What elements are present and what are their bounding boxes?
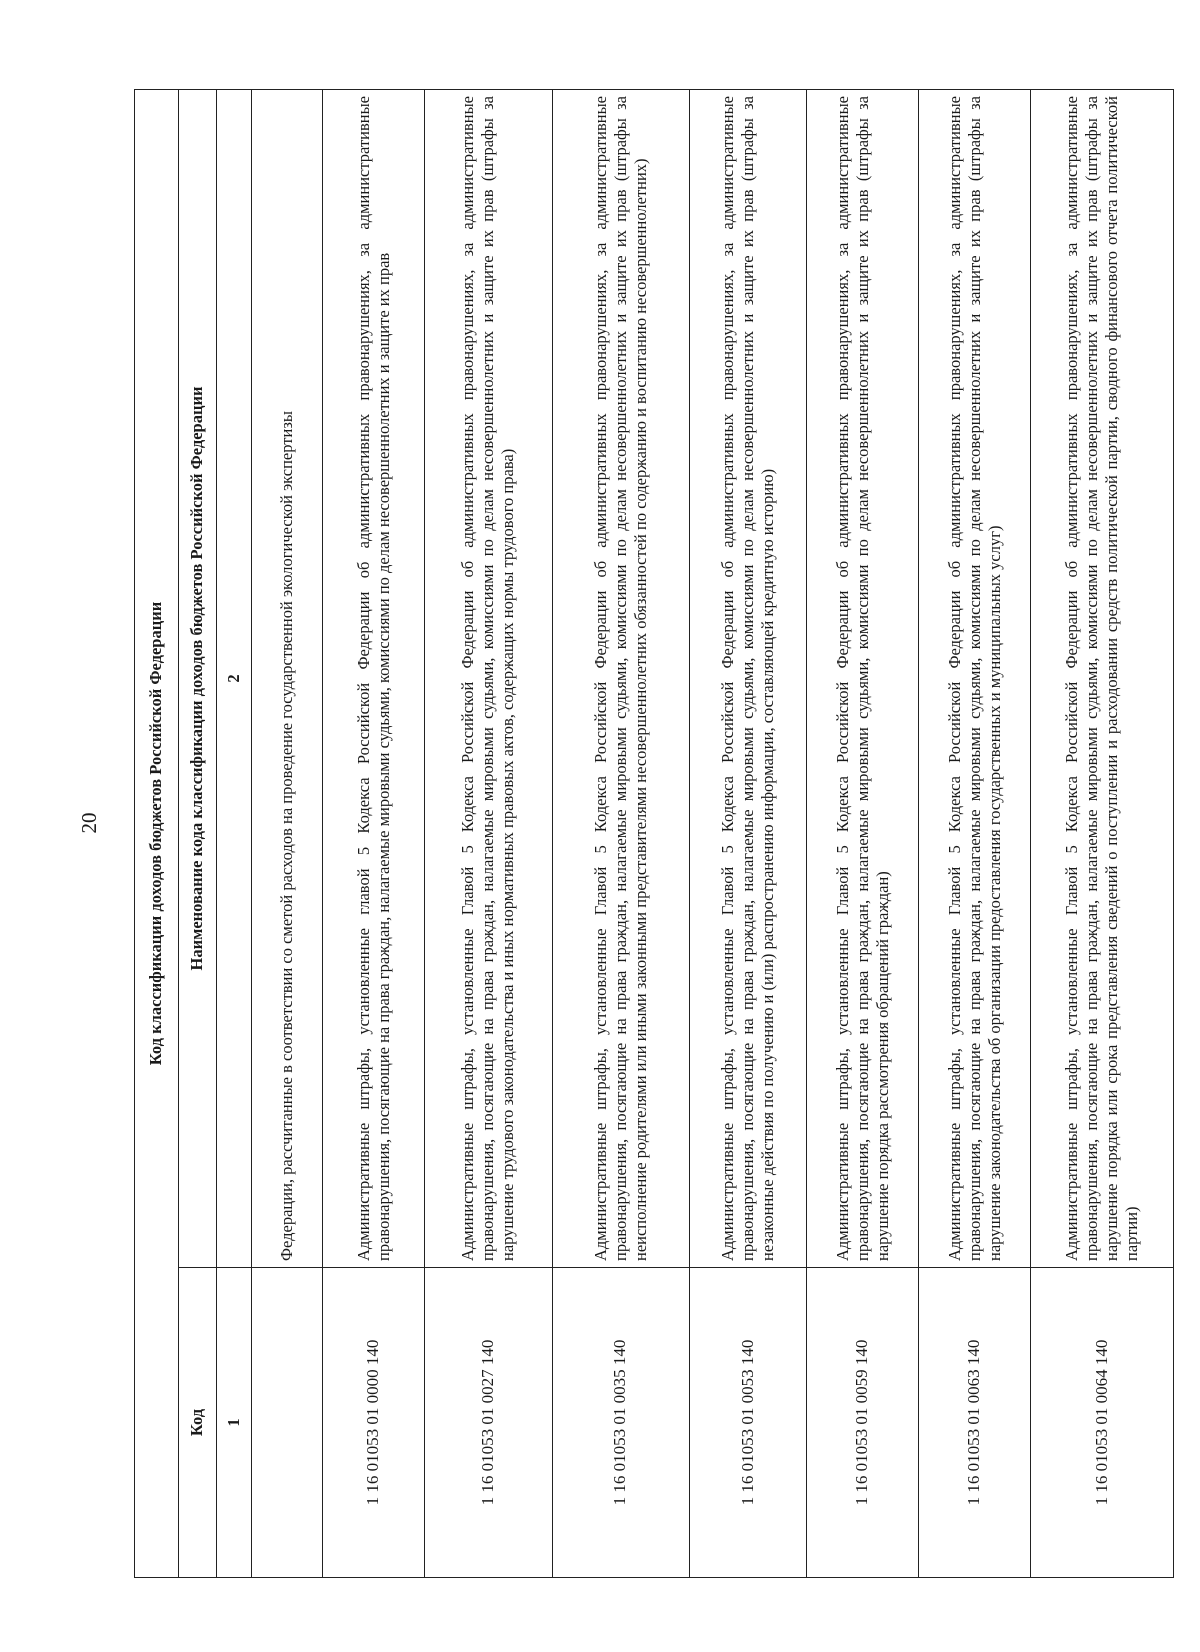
page-number: 20 — [77, 812, 101, 834]
table-row — [807, 90, 919, 1578]
row-name: Административные штрафы, установленные Главой 5 Кодекса Российской Федерации об административных правонарушениях, за административные правонарушения, посягающие на права граждан, налагаемые мировыми судьями, комиссиями по делам несовершеннолетних и защите их прав (штрафы за неисполнение родителями или иными законными представителями несовершеннолетних обязанностей по содержанию и воспитанию несовершеннолетних) — [552, 90, 690, 1268]
table-top-header: Код классификации доходов бюджетов Российской Федерации — [135, 90, 179, 1578]
row-code: 1 16 01053 01 0053 140 — [690, 1268, 807, 1578]
table-row — [323, 90, 425, 1578]
table-row — [425, 90, 552, 1578]
row-code: 1 16 01053 01 0000 140 — [323, 1268, 425, 1578]
row-name: Административные штрафы, установленные Главой 5 Кодекса Российской Федерации об административных правонарушениях, за административные правонарушения, посягающие на права граждан, налагаемые мировыми судьями, комиссиями по делам несовершеннолетних и защите их прав (штрафы за незаконные действия по получению и (или) распространению информации, составляющей кредитную историю) — [690, 90, 807, 1268]
table-row — [690, 90, 807, 1578]
column-number-row — [217, 90, 252, 1578]
table-container — [134, 90, 1174, 1578]
row-code: 1 16 01053 01 0035 140 — [552, 1268, 690, 1578]
row-name: Административные штрафы, установленные Главой 5 Кодекса Российской Федерации об административных правонарушениях, за административные правонарушения, посягающие на права граждан, налагаемые мировыми судьями, комиссиями по делам несовершеннолетних и защите их прав (штрафы за нарушение законодательства об организации предоставления государственных и муниципальных услуг) — [919, 90, 1031, 1268]
column-number-2: 2 — [217, 90, 252, 1268]
table-row — [919, 90, 1031, 1578]
row-name: Административные штрафы, установленные Главой 5 Кодекса Российской Федерации об административных правонарушениях, за административные правонарушения, посягающие на права граждан, налагаемые мировыми судьями, комиссиями по делам несовершеннолетних и защите их прав (штрафы за нарушение порядка рассмотрения обращений граждан) — [807, 90, 919, 1268]
table-row — [252, 90, 323, 1578]
table-top-header-row — [135, 90, 179, 1578]
table-column-header-row — [179, 90, 217, 1578]
row-name: Административные штрафы, установленные Главой 5 Кодекса Российской Федерации об административных правонарушениях, за административные правонарушения, посягающие на права граждан, налагаемые мировыми судьями, комиссиями по делам несовершеннолетних и защите их прав (штрафы за нарушение трудового законодательства и иных нормативных правовых актов, содержащих нормы трудового права) — [425, 90, 552, 1268]
row-code: 1 16 01053 01 0059 140 — [807, 1268, 919, 1578]
column-number-1: 1 — [217, 1268, 252, 1578]
row-code: 1 16 01053 01 0027 140 — [425, 1268, 552, 1578]
table-row — [1031, 90, 1174, 1578]
revenue-classification-table — [134, 89, 1174, 1578]
row-code — [252, 1268, 323, 1578]
column-header-code: Код — [179, 1268, 217, 1578]
row-name: Федерации, рассчитанные в соответствии со сметой расходов на проведение государственной экологической экспертизы — [252, 90, 323, 1268]
rotated-table-frame — [134, 90, 1174, 1578]
table-row — [552, 90, 690, 1578]
row-name: Административные штрафы, установленные Главой 5 Кодекса Российской Федерации об административных правонарушениях, за административные правонарушения, посягающие на права граждан, налагаемые мировыми судьями, комиссиями по делам несовершеннолетних и защите их прав (штрафы за нарушение порядка или срока представления сведений о поступлении и расходовании средств политической партии, сводного финансового отчета политической партии) — [1031, 90, 1174, 1268]
column-header-name: Наименование кода классификации доходов бюджетов Российской Федерации — [179, 90, 217, 1268]
row-name: Административные штрафы, установленные главой 5 Кодекса Российской Федерации об административных правонарушениях, за административные правонарушения, посягающие на права граждан, налагаемые мировыми судьями, комиссиями по делам несовершеннолетних и защите их прав — [323, 90, 425, 1268]
row-code: 1 16 01053 01 0063 140 — [919, 1268, 1031, 1578]
row-code: 1 16 01053 01 0064 140 — [1031, 1268, 1174, 1578]
